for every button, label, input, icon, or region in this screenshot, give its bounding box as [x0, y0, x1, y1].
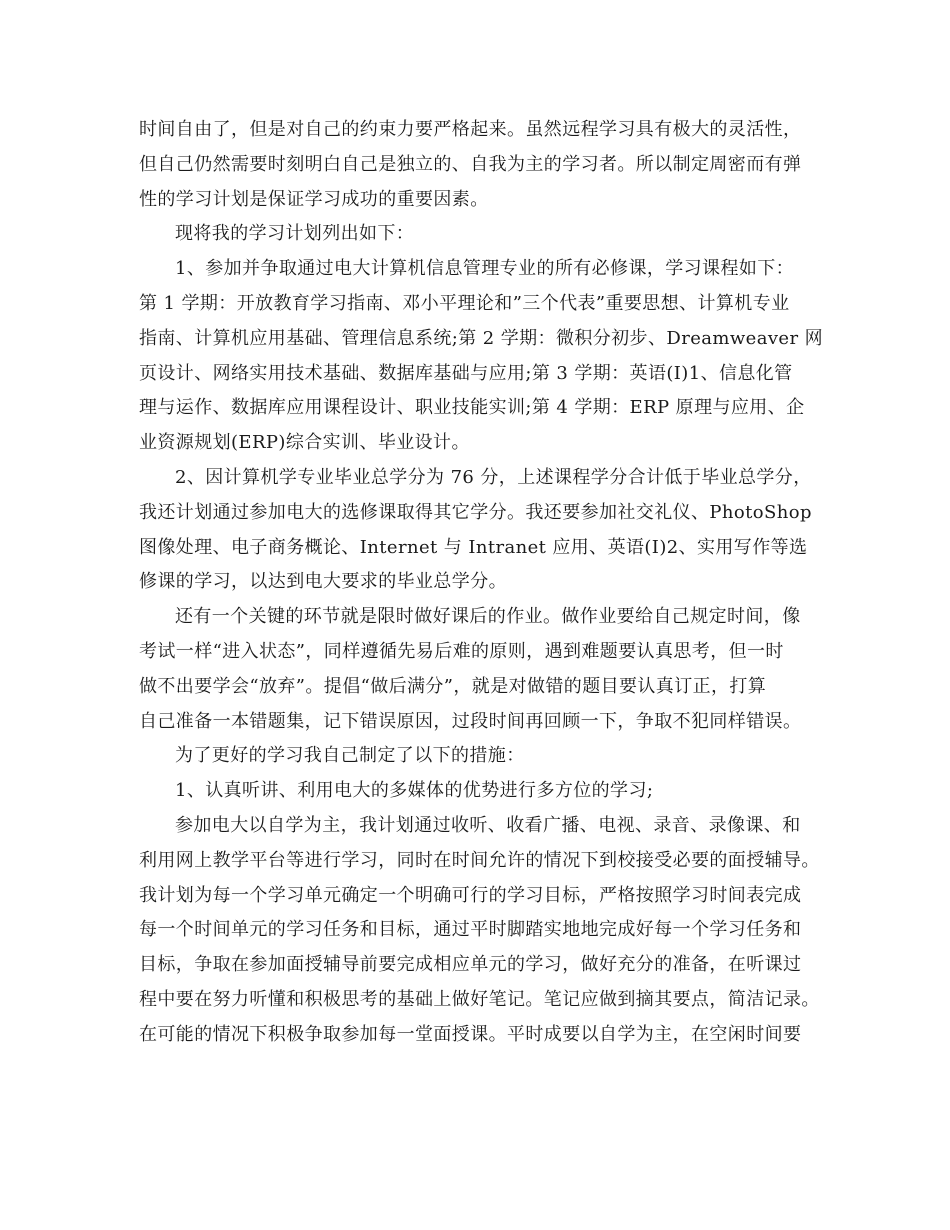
text-line: 性的学习计划是保证学习成功的重要因素。 [139, 188, 489, 210]
text-line: 第 1 学期：开放教育学习指南、邓小平理论和”三个代表”重要思想、计算机专业 [139, 292, 790, 314]
text-line: 我计划为每一个学习单元确定一个明确可行的学习目标，严格按照学习时间表完成 [139, 884, 802, 906]
paragraph-first-line: 2、因计算机学专业毕业总学分为 76 分，上述课程学分合计低于毕业总学分， [175, 466, 812, 488]
paragraph-first-line: 还有一个关键的环节就是限时做好课后的作业。做作业要给自己规定时间，像 [175, 606, 801, 628]
paragraph-first-line: 1、参加并争取通过电大计算机信息管理专业的所有必修课，学习课程如下： [175, 258, 795, 280]
text-line: 程中要在努力听懂和积极思考的基础上做好笔记。笔记应做到摘其要点，简洁记录。 [139, 988, 820, 1010]
paragraph-first-line: 参加电大以自学为主，我计划通过收听、收看广播、电视、录音、录像课、和 [175, 814, 801, 836]
text-line: 理与运作、数据库应用课程设计、职业技能实训;第 4 学期：ERP 原理与应用、企 [139, 397, 805, 419]
text-line: 每一个时间单元的学习任务和目标，通过平时脚踏实地地完成好每一个学习任务和 [139, 919, 802, 941]
text-line: 时间自由了，但是对自己的约束力要严格起来。虽然远程学习具有极大的灵活性， [139, 119, 802, 140]
text-line: 但自己仍然需要时刻明白自己是独立的、自我为主的学习者。所以制定周密而有弹 [139, 153, 802, 175]
paragraph-first-line: 为了更好的学习我自己制定了以下的措施： [175, 745, 525, 767]
text-line: 利用网上教学平台等进行学习，同时在时间允许的情况下到校接受必要的面授辅导。 [139, 849, 820, 871]
text-line: 业资源规划(ERP)综合实训、毕业设计。 [139, 432, 470, 454]
text-line: 图像处理、电子商务概论、Internet 与 Intranet 应用、英语(I)2、实用写作等选 [139, 536, 808, 558]
document-body [139, 113, 829, 1053]
text-line: 我还计划通过参加电大的选修课取得其它学分。我还要参加社交礼仪、PhotoShop [139, 501, 812, 523]
text-line: 考试一样“进入状态”，同样遵循先易后难的原则，遇到难题要认真思考，但一时 [139, 640, 784, 662]
text-line: 目标，争取在参加面授辅导前要完成相应单元的学习，做好充分的准备，在听课过 [139, 954, 802, 976]
text-line: 做不出要学会“放弃”。提倡“做后满分”，就是对做错的题目要认真订正，打算 [139, 675, 767, 697]
text-line: 修课的学习，以达到电大要求的毕业总学分。 [139, 571, 507, 593]
text-line: 指南、计算机应用基础、管理信息系统;第 2 学期：微积分初步、Dreamweaver 网 [139, 327, 823, 349]
text-line: 在可能的情况下积极争取参加每一堂面授课。平时成要以自学为主，在空闲时间要 [139, 1023, 802, 1045]
text-line: 页设计、网络实用技术基础、数据库基础与应用;第 3 学期：英语(I)1、信息化管 [139, 362, 793, 384]
paragraph-first-line: 1、认真听讲、利用电大的多媒体的优势进行多方位的学习; [175, 780, 654, 802]
paragraph-first-line: 现将我的学习计划列出如下： [175, 223, 415, 245]
text-line: 自己准备一本错题集，记下错误原因，过段时间再回顾一下，争取不犯同样错误。 [139, 710, 802, 732]
